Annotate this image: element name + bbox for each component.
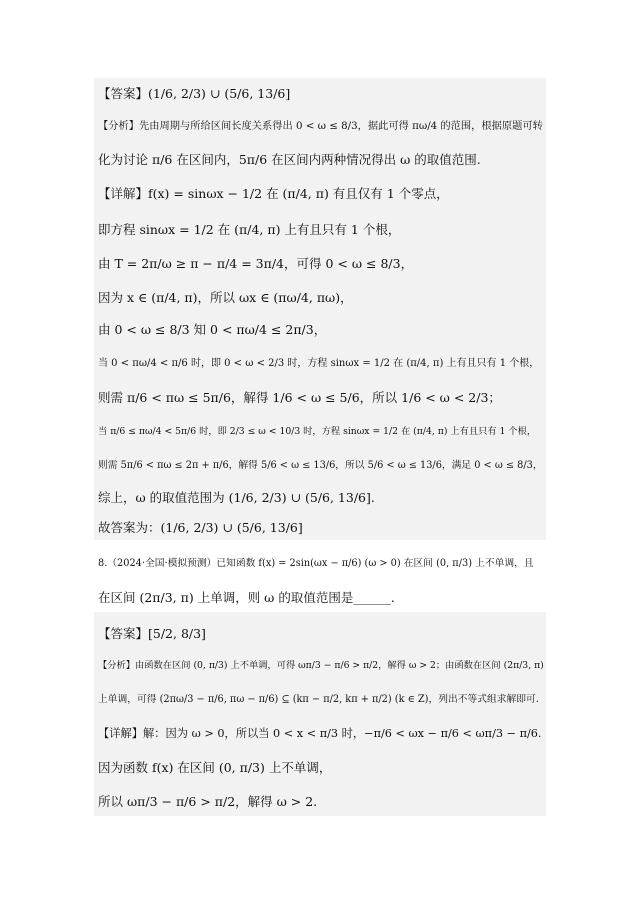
- answer-block-8: [94, 612, 546, 816]
- detail-line: 则需 π/6 < πω ≤ 5π/6，解得 1/6 < ω ≤ 5/6，所以 1/6 < ω < 2/3；: [98, 390, 501, 405]
- analysis-line: 【分析】先由周期与所给区间长度关系得出 0 < ω ≤ 8/3，据此可得 πω/4 的范围，根据原题可转: [98, 120, 543, 132]
- question-line-cont: 在区间 (2π/3, π) 上单调，则 ω 的取值范围是______.: [98, 590, 395, 605]
- detail-line: 所以 ωπ/3 − π/6 > π/2，解得 ω > 2.: [98, 794, 318, 809]
- detail-line: 当 0 < πω/4 < π/6 时，即 0 < ω < 2/3 时，方程 sinωx = 1/2 在 (π/4, π) 上有且只有 1 个根，: [98, 358, 540, 369]
- detail-line: 因为 x ∈ (π/4, π)，所以 ωx ∈ (πω/4, πω)，: [98, 290, 353, 305]
- detail-line: 由 0 < ω ≤ 8/3 知 0 < πω/4 ≤ 2π/3，: [98, 322, 327, 337]
- detail-line: 当 π/6 ≤ πω/4 < 5π/6 时，即 2/3 ≤ ω < 10/3 时，方程 sinωx = 1/2 在 (π/4, π) 上有且只有 1 个根，: [98, 426, 537, 437]
- answer-line: 【答案】(1/6, 2/3) ∪ (5/6, 13/6]: [98, 86, 291, 101]
- analysis-line-cont: 上单调，可得 (2πω/3 − π/6, πω − π/6) ⊆ (kπ − π/2, kπ + π/2) (k ∈ Z)，列出不等式组求解即可.: [98, 694, 539, 705]
- detail-line: 即方程 sinωx = 1/2 在 (π/4, π) 上有且只有 1 个根，: [98, 222, 401, 237]
- analysis-line: 【分析】由函数在区间 (0, π/3) 上不单调，可得 ωπ/3 − π/6 > π/2，解得 ω > 2；由函数在区间 (2π/3, π): [98, 660, 544, 671]
- detail-line: 【详解】解：因为 ω > 0，所以当 0 < x < π/3 时，−π/6 < ωx − π/6 < ωπ/3 − π/6.: [98, 727, 542, 740]
- detail-line: 则需 5π/6 < πω ≤ 2π + π/6，解得 5/6 < ω ≤ 13/6，所以 5/6 < ω ≤ 13/6，满足 0 < ω ≤ 8/3，: [98, 460, 543, 471]
- detail-line: 由 T = 2π/ω ≥ π − π/4 = 3π/4，可得 0 < ω ≤ 8/3，: [98, 256, 414, 271]
- conclusion-line: 综上，ω 的取值范围为 (1/6, 2/3) ∪ (5/6, 13/6].: [98, 490, 375, 505]
- final-answer-line: 故答案为：(1/6, 2/3) ∪ (5/6, 13/6]: [98, 520, 303, 535]
- detail-line: 因为函数 f(x) 在区间 (0, π/3) 上不单调，: [98, 760, 332, 775]
- analysis-line-cont: 化为讨论 π/6 在区间内，5π/6 在区间内两种情况得出 ω 的取值范围.: [98, 152, 481, 167]
- question-line: 8.（2024·全国·模拟预测）已知函数 f(x) = 2sin(ωx − π/6) (ω > 0) 在区间 (0, π/3) 上不单调，且: [98, 558, 534, 569]
- answer-line: 【答案】[5/2, 8/3]: [98, 626, 206, 641]
- detail-line: 【详解】f(x) = sinωx − 1/2 在 (π/4, π) 有且仅有 1 个零点，: [98, 186, 449, 201]
